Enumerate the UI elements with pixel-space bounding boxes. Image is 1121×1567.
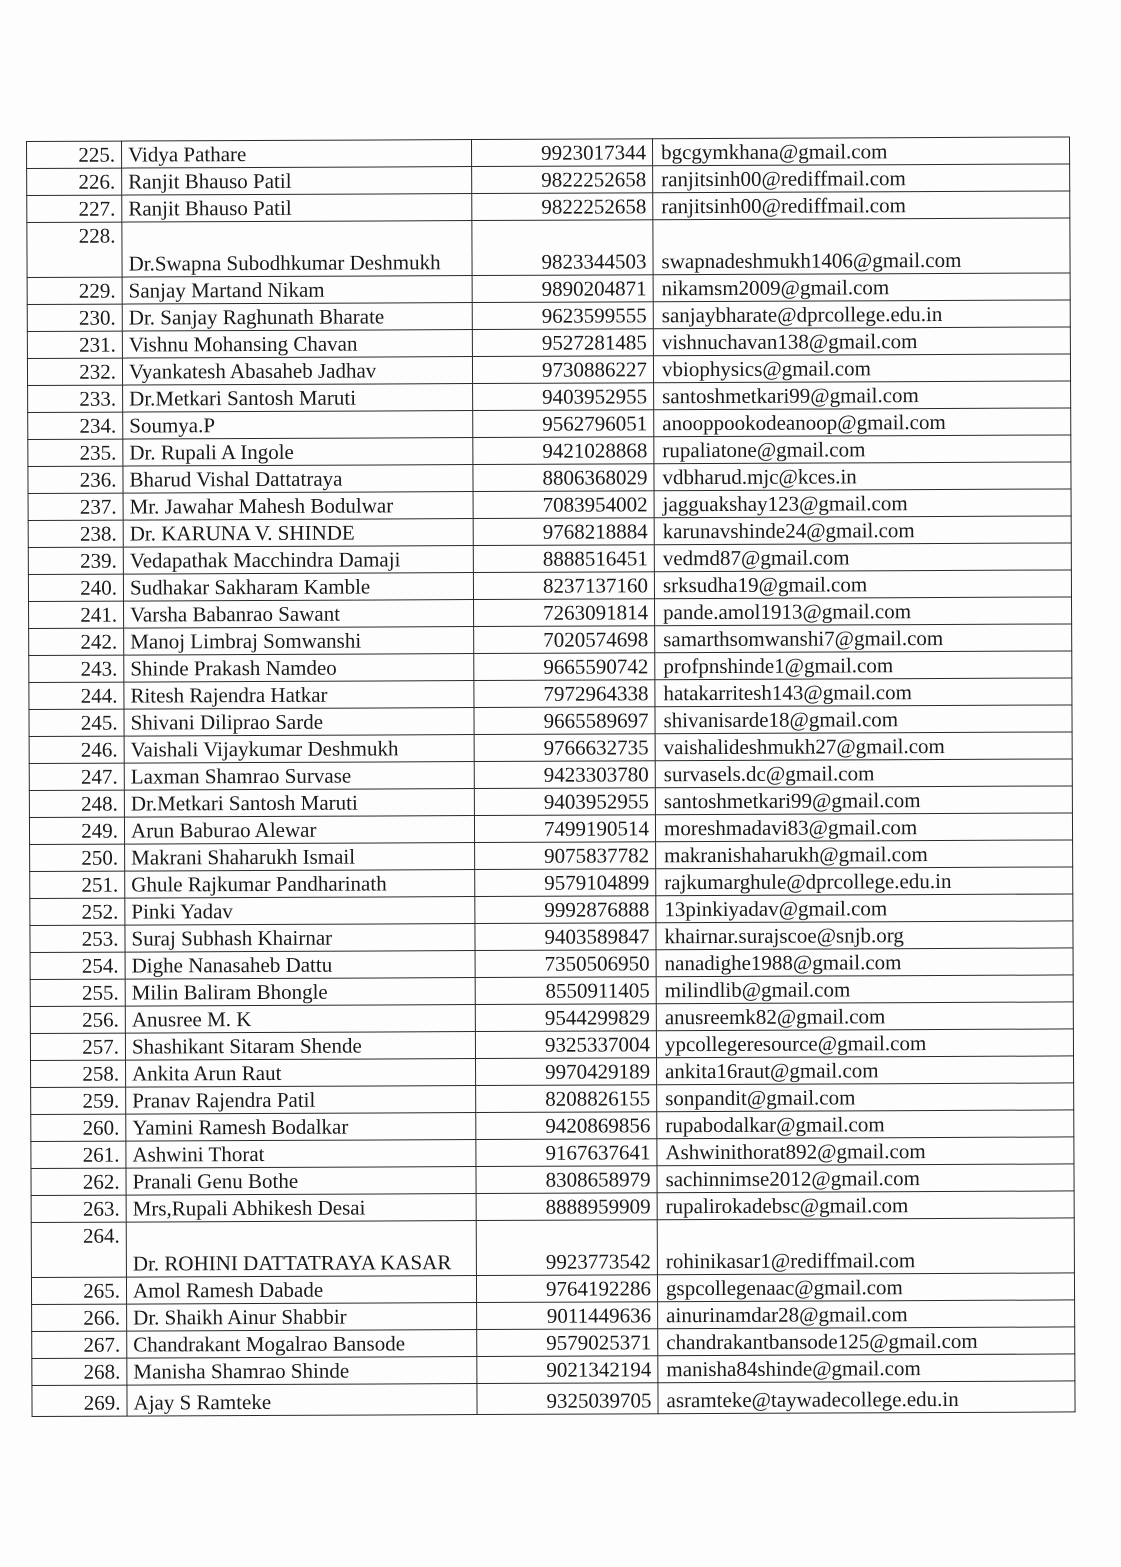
serial-number-cell: 259. [31, 1087, 126, 1114]
email-cell: survasels.dc@gmail.com [655, 759, 1072, 788]
phone-cell: 9579104899 [475, 869, 656, 897]
name-cell: Vaishali Vijaykumar Deshmukh [124, 735, 474, 764]
serial-number-cell: 262. [31, 1168, 126, 1195]
serial-number-cell: 236. [28, 466, 123, 493]
phone-cell: 9665590742 [474, 653, 655, 681]
email-cell: swapnadeshmukh1406@gmail.com [653, 218, 1070, 275]
table-row [29, 624, 1072, 656]
phone-cell: 8550911405 [475, 977, 656, 1005]
table-row [27, 327, 1070, 359]
serial-number-cell: 247. [29, 763, 124, 790]
name-cell: Ranjit Bhauso Patil [122, 167, 472, 196]
phone-cell: 9623599555 [472, 302, 653, 330]
name-cell: Chandrakant Mogalrao Bansode [127, 1330, 477, 1359]
name-cell: Amol Ramesh Dabade [126, 1276, 476, 1305]
name-cell: Laxman Shamrao Survase [124, 762, 474, 791]
name-cell: Dr. Shaikh Ainur Shabbir [127, 1303, 477, 1332]
name-cell: Manoj Limbraj Somwanshi [124, 627, 474, 656]
table-row [30, 1029, 1073, 1061]
email-cell: khairnar.surajscoe@snjb.org [656, 921, 1073, 950]
serial-number-cell: 256. [30, 1006, 125, 1033]
email-cell: nikamsm2009@gmail.com [653, 273, 1070, 302]
phone-cell: 9325039705 [477, 1383, 658, 1415]
table-row [32, 1354, 1075, 1386]
table-row [29, 786, 1072, 818]
serial-number-cell: 227. [27, 195, 122, 222]
contact-table-wrapper [26, 136, 1076, 1417]
phone-cell: 9544299829 [475, 1004, 656, 1032]
phone-cell: 8806368029 [473, 464, 654, 492]
table-row [31, 1137, 1074, 1169]
name-cell: Vyankatesh Abasaheb Jadhav [122, 357, 472, 386]
serial-number-cell: 235. [28, 439, 123, 466]
phone-cell: 9823344503 [472, 220, 653, 276]
serial-number-cell: 243. [29, 655, 124, 682]
email-cell: ypcollegeresource@gmail.com [656, 1029, 1073, 1058]
name-cell: Anusree M. K [125, 1005, 475, 1034]
name-cell: Vedapathak Macchindra Damaji [123, 546, 473, 575]
name-cell: Ritesh Rajendra Hatkar [124, 681, 474, 710]
email-cell: rupaliatone@gmail.com [654, 435, 1071, 464]
name-cell: Shinde Prakash Namdeo [124, 654, 474, 683]
serial-number-cell: 269. [32, 1385, 127, 1416]
email-cell: jagguakshay123@gmail.com [654, 489, 1071, 518]
email-cell: chandrakantbansode125@gmail.com [658, 1327, 1075, 1356]
email-cell: rupalirokadebsc@gmail.com [657, 1191, 1074, 1220]
email-cell: milindlib@gmail.com [656, 975, 1073, 1004]
email-cell: vedmd87@gmail.com [654, 543, 1071, 572]
phone-cell: 8208826155 [476, 1085, 657, 1113]
email-cell: asramteke@taywadecollege.edu.in [658, 1381, 1075, 1414]
name-cell: Pranali Genu Bothe [126, 1167, 476, 1196]
phone-cell: 9822252658 [472, 193, 653, 221]
serial-number-cell: 231. [27, 331, 122, 358]
serial-number-cell: 234. [28, 412, 123, 439]
name-cell: Arun Baburao Alewar [124, 816, 474, 845]
serial-number-cell: 253. [30, 925, 125, 952]
serial-number-cell: 225. [27, 141, 122, 168]
phone-cell: 9764192286 [476, 1275, 657, 1303]
serial-number-cell: 257. [30, 1033, 125, 1060]
name-cell: Dighe Nanasaheb Dattu [125, 951, 475, 980]
name-cell: Dr. Sanjay Raghunath Bharate [122, 303, 472, 332]
table-row [31, 1218, 1074, 1278]
email-cell: santoshmetkari99@gmail.com [654, 381, 1071, 410]
serial-number-cell: 237. [28, 493, 123, 520]
phone-cell: 7350506950 [475, 950, 656, 978]
contact-table-body [27, 137, 1076, 1417]
email-cell: gspcollegenaac@gmail.com [657, 1273, 1074, 1302]
email-cell: vdbharud.mjc@kces.in [654, 462, 1071, 491]
phone-cell: 9730886227 [472, 356, 653, 384]
serial-number-cell: 250. [30, 844, 125, 871]
phone-cell: 9579025371 [477, 1329, 658, 1357]
serial-number-cell: 252. [30, 898, 125, 925]
name-cell: Sanjay Martand Nikam [122, 276, 472, 305]
name-cell: Shivani Diliprao Sarde [124, 708, 474, 737]
name-cell: Dr.Metkari Santosh Maruti [124, 789, 474, 818]
serial-number-cell: 229. [27, 277, 122, 304]
name-cell: Soumya.P [123, 411, 473, 440]
name-cell: Vidya Pathare [122, 140, 472, 169]
phone-cell: 9768218884 [473, 518, 654, 546]
phone-cell: 7083954002 [473, 491, 654, 519]
name-cell: Ashwini Thorat [126, 1140, 476, 1169]
phone-cell: 9403952955 [473, 383, 654, 411]
name-cell: Suraj Subhash Khairnar [125, 924, 475, 953]
table-row [28, 381, 1071, 413]
email-cell: srksudha19@gmail.com [654, 570, 1071, 599]
serial-number-cell: 264. [31, 1222, 126, 1277]
email-cell: shivanisarde18@gmail.com [655, 705, 1072, 734]
name-cell: Makrani Shaharukh Ismail [125, 843, 475, 872]
serial-number-cell: 228. [27, 222, 122, 277]
email-cell: anooppookodeanoop@gmail.com [654, 408, 1071, 437]
email-cell: profpnshinde1@gmail.com [655, 651, 1072, 680]
email-cell: manisha84shinde@gmail.com [658, 1354, 1075, 1383]
serial-number-cell: 232. [27, 358, 122, 385]
phone-cell: 9923017344 [471, 139, 652, 167]
email-cell: moreshmadavi83@gmail.com [655, 813, 1072, 842]
serial-number-cell: 241. [29, 601, 124, 628]
table-row [27, 300, 1070, 332]
phone-cell: 9420869856 [476, 1112, 657, 1140]
table-row [30, 867, 1073, 899]
phone-cell: 9325337004 [475, 1031, 656, 1059]
phone-cell: 9890204871 [472, 275, 653, 303]
phone-cell: 9403589847 [475, 923, 656, 951]
serial-number-cell: 244. [29, 682, 124, 709]
serial-number-cell: 254. [30, 952, 125, 979]
name-cell: Mrs,Rupali Abhikesh Desai [126, 1194, 476, 1223]
serial-number-cell: 245. [29, 709, 124, 736]
phone-cell: 7263091814 [474, 599, 655, 627]
serial-number-cell: 246. [29, 736, 124, 763]
email-cell: santoshmetkari99@gmail.com [655, 786, 1072, 815]
table-row [30, 840, 1073, 872]
phone-cell: 7972964338 [474, 680, 655, 708]
contact-table [26, 136, 1076, 1417]
table-row [31, 1164, 1074, 1196]
phone-cell: 9766632735 [474, 734, 655, 762]
phone-cell: 7499190514 [474, 815, 655, 843]
serial-number-cell: 240. [28, 574, 123, 601]
name-cell: Ranjit Bhauso Patil [122, 194, 472, 223]
email-cell: ranjitsinh00@rediffmail.com [653, 191, 1070, 220]
name-cell: Ankita Arun Raut [126, 1059, 476, 1088]
phone-cell: 9403952955 [474, 788, 655, 816]
phone-cell: 9167637641 [476, 1139, 657, 1167]
name-cell: Vishnu Mohansing Chavan [122, 330, 472, 359]
phone-cell: 9822252658 [472, 166, 653, 194]
email-cell: sachinnimse2012@gmail.com [657, 1164, 1074, 1193]
name-cell: Dr. Rupali A Ingole [123, 438, 473, 467]
name-cell: Pranav Rajendra Patil [126, 1086, 476, 1115]
serial-number-cell: 258. [31, 1060, 126, 1087]
email-cell: rajkumarghule@dprcollege.edu.in [656, 867, 1073, 896]
table-row [28, 408, 1071, 440]
phone-cell: 9970429189 [476, 1058, 657, 1086]
table-row [27, 218, 1070, 278]
serial-number-cell: 268. [32, 1358, 127, 1385]
phone-cell: 8237137160 [473, 572, 654, 600]
email-cell: ainurinamdar28@gmail.com [658, 1300, 1075, 1329]
name-cell: Ajay S Ramteke [127, 1384, 477, 1417]
email-cell: karunavshinde24@gmail.com [654, 516, 1071, 545]
email-cell: rohinikasar1@rediffmail.com [657, 1218, 1074, 1275]
name-cell: Yamini Ramesh Bodalkar [126, 1113, 476, 1142]
email-cell: ankita16raut@gmail.com [657, 1056, 1074, 1085]
phone-cell: 7020574698 [474, 626, 655, 654]
phone-cell: 9992876888 [475, 896, 656, 924]
email-cell: rupabodalkar@gmail.com [657, 1110, 1074, 1139]
name-cell: Ghule Rajkumar Pandharinath [125, 870, 475, 899]
phone-cell: 8888959909 [476, 1193, 657, 1221]
phone-cell: 8888516451 [473, 545, 654, 573]
serial-number-cell: 265. [31, 1277, 126, 1304]
table-row [29, 813, 1072, 845]
email-cell: ranjitsinh00@rediffmail.com [653, 164, 1070, 193]
name-cell: Mr. Jawahar Mahesh Bodulwar [123, 492, 473, 521]
email-cell: vbiophysics@gmail.com [653, 354, 1070, 383]
phone-cell: 9011449636 [477, 1302, 658, 1330]
serial-number-cell: 267. [32, 1331, 127, 1358]
serial-number-cell: 260. [31, 1114, 126, 1141]
phone-cell: 9527281485 [472, 329, 653, 357]
table-row [29, 732, 1072, 764]
email-cell: sonpandit@gmail.com [657, 1083, 1074, 1112]
email-cell: nanadighe1988@gmail.com [656, 948, 1073, 977]
serial-number-cell: 263. [31, 1195, 126, 1222]
serial-number-cell: 238. [28, 520, 123, 547]
serial-number-cell: 226. [27, 168, 122, 195]
email-cell: vaishalideshmukh27@gmail.com [655, 732, 1072, 761]
email-cell: hatakarritesh143@gmail.com [655, 678, 1072, 707]
table-row [32, 1381, 1075, 1417]
name-cell: Pinki Yadav [125, 897, 475, 926]
email-cell: sanjaybharate@dprcollege.edu.in [653, 300, 1070, 329]
table-row [32, 1327, 1075, 1359]
phone-cell: 9421028868 [473, 437, 654, 465]
serial-number-cell: 239. [28, 547, 123, 574]
phone-cell: 9923773542 [476, 1220, 657, 1276]
serial-number-cell: 261. [31, 1141, 126, 1168]
email-cell: bgcgymkhana@gmail.com [652, 137, 1069, 166]
email-cell: anusreemk82@gmail.com [656, 1002, 1073, 1031]
table-row [28, 516, 1071, 548]
serial-number-cell: 242. [29, 628, 124, 655]
email-cell: samarthsomwanshi7@gmail.com [655, 624, 1072, 653]
phone-cell: 9075837782 [475, 842, 656, 870]
phone-cell: 9665589697 [474, 707, 655, 735]
email-cell: pande.amol1913@gmail.com [655, 597, 1072, 626]
name-cell: Dr. ROHINI DATTATRAYA KASAR [126, 1221, 476, 1278]
name-cell: Manisha Shamrao Shinde [127, 1357, 477, 1386]
name-cell: Shashikant Sitaram Shende [125, 1032, 475, 1061]
name-cell: Dr.Metkari Santosh Maruti [123, 384, 473, 413]
name-cell: Dr. KARUNA V. SHINDE [123, 519, 473, 548]
serial-number-cell: 251. [30, 871, 125, 898]
name-cell: Bharud Vishal Dattatraya [123, 465, 473, 494]
email-cell: makranishaharukh@gmail.com [656, 840, 1073, 869]
email-cell: Ashwinithorat892@gmail.com [657, 1137, 1074, 1166]
name-cell: Dr.Swapna Subodhkumar Deshmukh [122, 221, 472, 278]
serial-number-cell: 255. [30, 979, 125, 1006]
phone-cell: 8308658979 [476, 1166, 657, 1194]
email-cell: vishnuchavan138@gmail.com [653, 327, 1070, 356]
serial-number-cell: 248. [29, 790, 124, 817]
serial-number-cell: 266. [32, 1304, 127, 1331]
serial-number-cell: 230. [27, 304, 122, 331]
serial-number-cell: 233. [28, 385, 123, 412]
phone-cell: 9562796051 [473, 410, 654, 438]
name-cell: Sudhakar Sakharam Kamble [123, 573, 473, 602]
name-cell: Milin Baliram Bhongle [125, 978, 475, 1007]
serial-number-cell: 249. [29, 817, 124, 844]
name-cell: Varsha Babanrao Sawant [124, 600, 474, 629]
phone-cell: 9423303780 [474, 761, 655, 789]
email-cell: 13pinkiyadav@gmail.com [656, 894, 1073, 923]
phone-cell: 9021342194 [477, 1356, 658, 1384]
